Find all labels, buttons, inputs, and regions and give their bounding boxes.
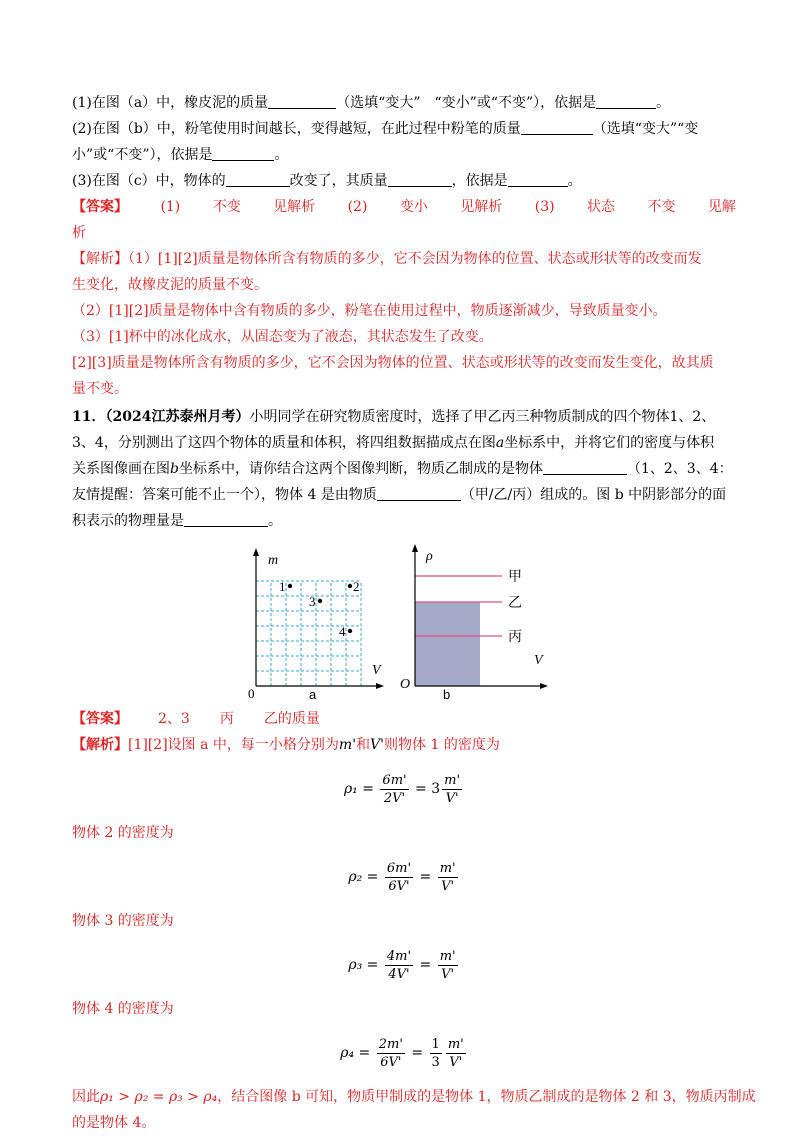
fraction (380, 772, 408, 807)
caption-a: a (309, 687, 317, 702)
answer-item: 乙的质量 (263, 711, 320, 727)
label-yi: 乙 (508, 595, 522, 611)
q10-text: 改变了，其质量 (289, 173, 388, 189)
fraction-num: m' (444, 772, 461, 788)
q10-explanation-2: （2）[1][2]质量是物体中含有物质的多少，粉笔在使用过程中，物质逐渐减少，导致质量变小。 (72, 303, 667, 319)
q10-line-1 (72, 90, 736, 116)
equation-rho4: ρ₄ = $\frac{2m'}{6V'}$ = $\frac{1}{3}$ $\frac{m'}{V'}$ (340, 1036, 464, 1070)
q11-explanation-intro (72, 732, 736, 758)
answer-item: 见解析 (273, 199, 316, 215)
obj3-label: 物体 3 的密度为 (72, 913, 174, 929)
x-label-b: V (534, 653, 543, 668)
equation-rho1: ρ₁ = $\frac{6m'}{2V'}$ = 3 $\frac{m'}{V'}$ (343, 772, 461, 806)
math-symbol: V' (370, 737, 385, 753)
fraction (442, 772, 462, 807)
explanation-text: [1][2]设图 a 中，每一小格分别为 (128, 737, 339, 753)
answer-blank[interactable] (543, 459, 627, 475)
caption-b: b (443, 687, 451, 702)
answer-item: 丙 (219, 711, 234, 727)
answer-item: 2、3 (158, 711, 190, 727)
question-text: （甲/乙/丙）组成的。图 b 中阴影部分的面 (460, 487, 727, 503)
fraction-den: 4V' (388, 966, 410, 982)
question-text: 关系图像画在图 (72, 461, 170, 477)
math-symbol: m' (338, 737, 357, 753)
eq-lhs: ρ₄ (340, 1045, 355, 1061)
fraction-den: V' (445, 790, 459, 806)
y-label-a: m (268, 553, 279, 568)
question-text: 坐标系中，请你结合这两个图像判断，物质乙制成的是物体 (178, 461, 543, 477)
fraction (446, 1036, 466, 1071)
q10-explanation-4b: 量不变。 (72, 381, 128, 397)
figures (72, 536, 736, 706)
q11-line-1 (72, 404, 736, 430)
q11-line-2 (72, 430, 736, 456)
question-text: 坐标系中，并将它们的密度与体积 (504, 435, 715, 451)
q10-answer-wrap: 析 (72, 225, 86, 241)
figure-ref: a (495, 435, 505, 451)
inequality: ρ₁ > ρ₂ = ρ₃ > ρ₄ (100, 1089, 218, 1105)
x-arrow-a (376, 683, 384, 689)
fraction-den: V' (441, 878, 455, 894)
point-label: 1 (279, 579, 286, 594)
answer-item: (1) (160, 199, 181, 215)
explanation-text: 【解析】（1）[1][2]质量是物体所含有物质的多少，它不会因为物体的位置、状态或形状等的改变而发 (72, 251, 702, 267)
fraction-den: 2V' (383, 790, 406, 806)
conclusion-1 (72, 1084, 756, 1110)
conclusion-text: 因此 (72, 1089, 100, 1105)
fraction-num: 6m' (386, 860, 412, 876)
question-text: （1、2、3、4： (626, 461, 733, 477)
origin-a: 0 (248, 686, 255, 701)
data-point (348, 629, 352, 633)
explanation-text: 和 (356, 737, 371, 753)
x-arrow-b (540, 683, 548, 689)
answer-blank[interactable] (388, 171, 452, 187)
answer-item: 见解 (707, 199, 736, 215)
data-point (318, 599, 322, 603)
q10-text: 。 (567, 173, 582, 189)
answer-label: 【答案】 (72, 199, 128, 215)
q11-line-5 (72, 508, 736, 534)
q11-line-4 (72, 482, 736, 508)
page-content (72, 90, 756, 1136)
fraction (438, 860, 458, 895)
question-text: 积表示的物理量是 (72, 513, 184, 529)
conclusion-2: 的是物体 4。 (72, 1115, 156, 1131)
answer-blank[interactable] (184, 511, 268, 527)
q10-text: ，依据是 (451, 173, 508, 189)
obj4-label: 物体 4 的密度为 (72, 1001, 174, 1017)
answer-blank[interactable] (377, 485, 461, 501)
q10-explanation-1b: 生变化，故橡皮泥的质量不变。 (72, 277, 268, 293)
q10-text: 。 (274, 147, 289, 163)
question-text: 友情提醒：答案可能不止一个），物体 4 是由物质 (72, 487, 377, 503)
fraction-den: 6V' (388, 878, 410, 894)
point-label: 3 (309, 594, 316, 609)
q10-text: 小”或“不变”），依据是 (72, 147, 213, 163)
answer-item: 状态 (587, 199, 616, 215)
answer-item: (2) (347, 199, 368, 215)
q10-line-3 (72, 142, 736, 168)
q10-explanation-3: （3）[1]杯中的冰化成水，从固态变为了液态，其状态发生了改变。 (72, 329, 493, 345)
explanation-label: 【解析】 (72, 737, 128, 753)
fraction (377, 1036, 405, 1071)
answer-item: 不变 (212, 199, 241, 215)
q10-text: (3)在图（c）中，物体的 (72, 173, 226, 189)
q11-answer (72, 706, 736, 732)
answer-item: (3) (534, 199, 555, 215)
q10-text: （选填“变大”“变 (592, 121, 699, 137)
obj2-label: 物体 2 的密度为 (72, 825, 174, 841)
explanation-text: 则物体 1 的密度为 (384, 737, 500, 753)
answer-item: 见解析 (460, 199, 503, 215)
q10-line-2 (72, 116, 736, 142)
shaded-area (415, 602, 480, 686)
answer-label: 【答案】 (72, 711, 128, 727)
question-source: （2024江苏泰州月考） (105, 409, 250, 425)
q10-answer (72, 194, 736, 220)
answer-blank[interactable] (212, 145, 274, 161)
y-arrow-a (253, 548, 259, 556)
fraction (385, 860, 413, 895)
q11-line-3 (72, 456, 736, 482)
answer-item: 变小 (399, 199, 428, 215)
q10-text: (1)在图（a）中，橡皮泥的质量 (72, 95, 269, 111)
question-text: 。 (268, 513, 282, 529)
points-a (279, 579, 360, 639)
origin-b: O (400, 677, 411, 692)
fraction-den: 3 (431, 1054, 440, 1070)
equation-rho3: ρ₃ = $\frac{4m'}{4V'}$ = $\frac{m'}{V'}$ (348, 948, 456, 982)
answer-blank[interactable] (226, 171, 290, 187)
eq-lhs: ρ₃ (348, 957, 363, 973)
y-label-b: ρ (426, 549, 433, 564)
y-arrow-b (412, 544, 418, 552)
fraction-num: 1 (431, 1036, 440, 1052)
eq-lhs: ρ₂ (348, 869, 363, 885)
point-label: 4 (339, 624, 346, 639)
q10-explanation-1 (72, 246, 736, 272)
x-label-a: V (372, 663, 381, 678)
label-jia: 甲 (508, 569, 522, 585)
equation-rho2: ρ₂ = $\frac{6m'}{6V'}$ = $\frac{m'}{V'}$ (348, 860, 456, 894)
data-point (348, 584, 352, 588)
fraction-den: V' (449, 1054, 463, 1070)
conclusion-text: ，结合图像 b 可知，物质甲制成的是物体 1，物质乙制成的是物体 2 和 3，物质丙制成 (217, 1089, 756, 1105)
q10-text: (2)在图（b）中，粉笔使用时间越长，变得越短，在此过程中粉笔的质量 (72, 121, 521, 137)
q10-line-4 (72, 168, 736, 194)
fraction-den: 6V' (380, 1054, 402, 1070)
question-text: 小明同学在研究物质密度时，选择了甲乙丙三种物质制成的四个物体1、2、 (249, 409, 716, 425)
question-number: 11． (72, 409, 106, 425)
fraction-den: V' (441, 966, 455, 982)
question-text: 3、4，分别测出了这四个物体的质量和体积，将四组数据描成点在图 (72, 435, 496, 451)
fraction-num: 6m' (382, 772, 407, 788)
figure-a (248, 548, 384, 702)
figure-ref: b (170, 461, 179, 477)
fraction-num: m' (439, 860, 456, 876)
answer-item: 不变 (647, 199, 676, 215)
fraction (438, 948, 458, 983)
data-point (288, 584, 292, 588)
answer-blank[interactable] (521, 119, 593, 135)
answer-blank[interactable] (508, 171, 568, 187)
coefficient: 3 (431, 781, 441, 797)
label-bing: 丙 (508, 629, 522, 645)
point-label: 2 (353, 579, 360, 594)
fraction-num: 4m' (386, 948, 412, 964)
fraction-num: m' (447, 1036, 464, 1052)
fraction (430, 1036, 442, 1071)
q10-text: 。 (656, 95, 671, 111)
fraction-num: 2m' (378, 1036, 403, 1052)
fraction-num: m' (439, 948, 456, 964)
q10-text: （选填“变大” “变小”或“不变”），依据是 (336, 95, 597, 111)
q10-explanation-4: [2][3]质量是物体所含有物质的多少，它不会因为物体的位置、状态或形状等的改变而发生变化，故其质 (72, 355, 714, 371)
figure-svg (72, 536, 736, 706)
figure-b (400, 544, 548, 702)
answer-blank[interactable] (268, 93, 336, 109)
eq-lhs: ρ₁ (343, 781, 358, 797)
answer-blank[interactable] (596, 93, 656, 109)
fraction (385, 948, 413, 983)
